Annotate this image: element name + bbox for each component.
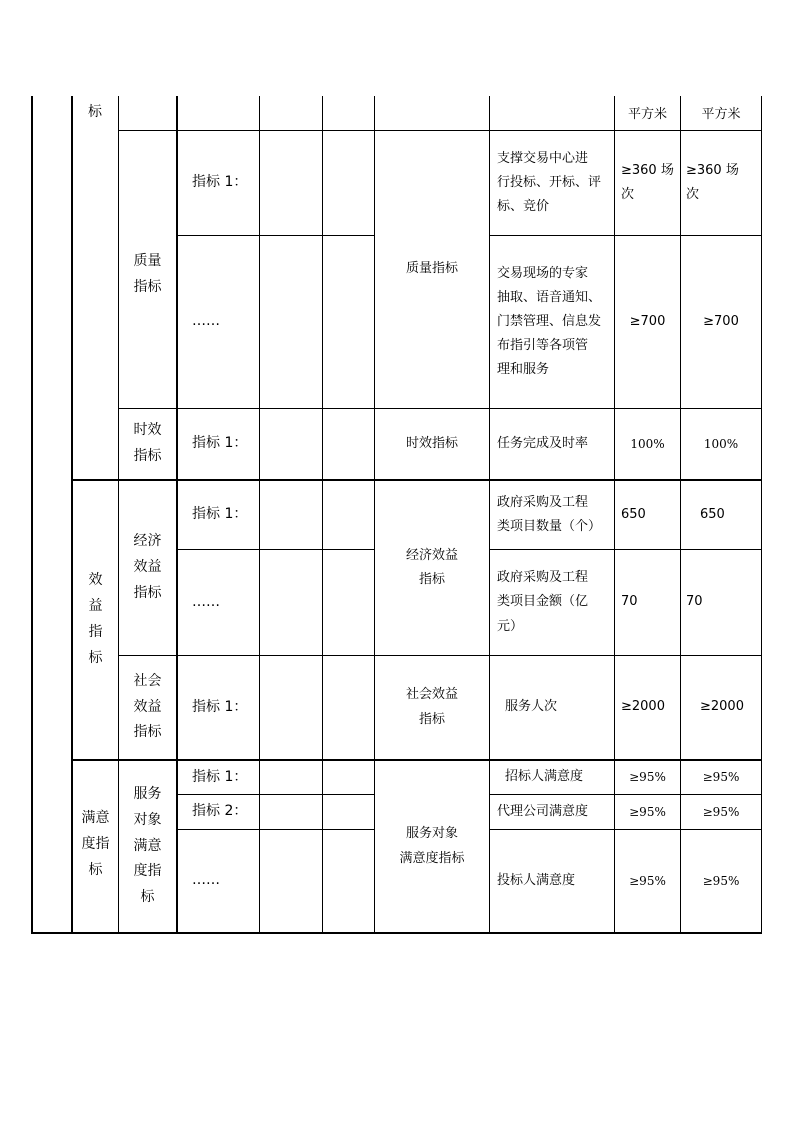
value-cell: 70 xyxy=(686,594,703,610)
unit-cell: 平方米 xyxy=(627,106,667,122)
service-satisfaction-label: 服务 对象 满意 度指 标 xyxy=(133,785,162,906)
value-cell: 650 xyxy=(621,506,646,522)
indicator-item: 指标 2： xyxy=(192,803,248,820)
economic-benefit-label: 经济 效益 指标 xyxy=(133,533,162,601)
value-cell: ≥95% xyxy=(629,804,666,819)
value-cell: 70 xyxy=(621,594,638,610)
description-cell: 支撑交易中心进 行投标、开标、评 标、竞价 xyxy=(497,150,602,215)
grid-line xyxy=(259,96,260,933)
value-cell: ≥95% xyxy=(702,873,740,888)
table-border-bottom xyxy=(31,932,762,934)
indicator-item: …… xyxy=(192,593,220,610)
value-cell: ≥95% xyxy=(629,770,666,785)
description-cell: 政府采购及工程 类项目金额（亿 元） xyxy=(497,570,589,634)
description-cell: 交易现场的专家 抽取、语音通知、 门禁管理、信息发 布指引等各项管 理和服务 xyxy=(497,265,602,378)
indicator-item: 指标 1： xyxy=(192,435,248,452)
satisfaction-group-label: 满意 度指 标 xyxy=(81,810,110,878)
value-cell: ≥95% xyxy=(702,770,740,785)
social-benefit-label: 社会 效益 指标 xyxy=(133,672,162,741)
value-cell: ≥700 xyxy=(629,313,666,329)
benefit-group-label: 效 益 指 标 xyxy=(88,572,103,666)
indicator-item: …… xyxy=(192,313,220,330)
indicator-item: 指标 1： xyxy=(192,768,248,785)
value-cell: ≥2000 xyxy=(700,699,744,715)
table-border-right xyxy=(761,96,762,933)
description-cell: 政府采购及工程 类项目数量（个） xyxy=(497,494,602,534)
value-cell: ≥95% xyxy=(702,804,740,819)
category-cell: 经济效益 指标 xyxy=(405,547,458,587)
description-cell: 任务完成及时率 xyxy=(497,435,589,451)
value-cell: ≥360 场 次 xyxy=(686,162,739,202)
value-cell: 100% xyxy=(703,436,739,451)
value-cell: 100% xyxy=(630,436,665,451)
quality-label: 质量 指标 xyxy=(133,253,162,295)
value-cell: ≥95% xyxy=(629,873,666,888)
category-cell: 时效指标 xyxy=(405,435,458,451)
indicator-item: 指标 1： xyxy=(192,698,248,715)
indicator-item: 指标 1： xyxy=(192,174,248,191)
timeliness-label: 时效 指标 xyxy=(133,422,162,464)
grid-line xyxy=(322,96,323,933)
table-border-left xyxy=(31,96,33,933)
description-cell: 投标人满意度 xyxy=(497,872,576,888)
description-cell: 招标人满意度 xyxy=(505,769,584,785)
category-cell: 社会效益 指标 xyxy=(405,687,458,727)
grid-line xyxy=(489,96,490,933)
category-cell: 质量指标 xyxy=(405,261,458,277)
value-cell: ≥2000 xyxy=(621,699,665,715)
category-cell: 服务对象 满意度指标 xyxy=(399,826,465,866)
unit-cell: 平方米 xyxy=(701,106,741,122)
description-cell: 代理公司满意度 xyxy=(497,803,589,819)
value-cell: ≥700 xyxy=(703,313,739,329)
grid-line xyxy=(176,96,178,933)
description-cell: 服务人次 xyxy=(505,699,558,715)
value-cell: ≥360 场 次 xyxy=(621,162,674,202)
value-cell: 650 xyxy=(700,506,725,522)
indicator-item: …… xyxy=(192,872,220,889)
indicator-item: 指标 1： xyxy=(192,506,248,523)
row-label: 标 xyxy=(88,104,102,121)
